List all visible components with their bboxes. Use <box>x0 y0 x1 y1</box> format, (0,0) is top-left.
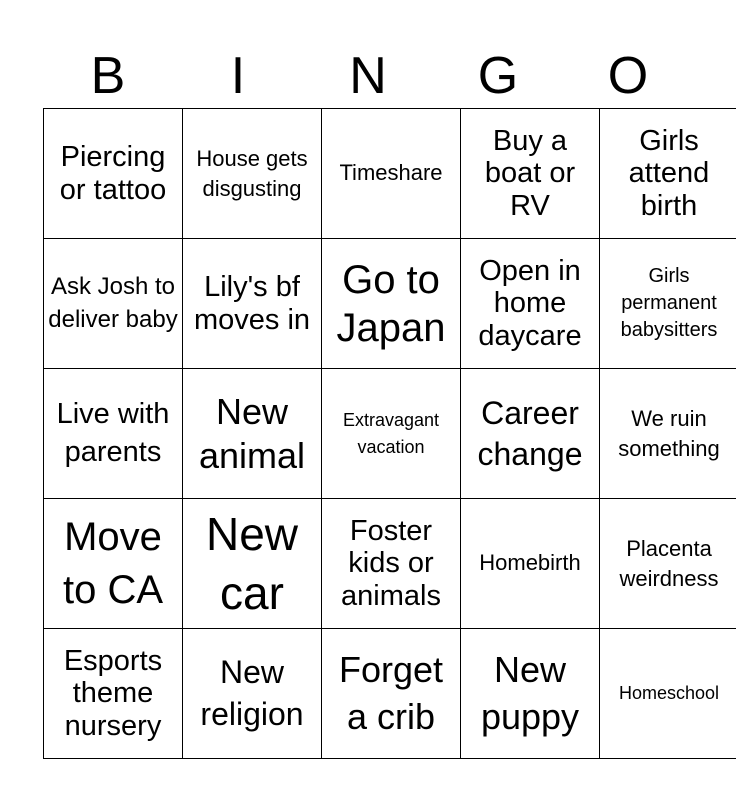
bingo-cell[interactable]: Piercing or tattoo <box>44 109 183 239</box>
bingo-cell[interactable]: Girls permanent babysitters <box>600 239 736 369</box>
bingo-cell[interactable]: New religion <box>183 629 322 759</box>
header-letter-o: O <box>607 47 649 105</box>
bingo-board <box>43 108 736 759</box>
bingo-cell[interactable]: Ask Josh to deliver baby <box>44 239 183 369</box>
bingo-cell[interactable]: Open in home daycare <box>461 239 600 369</box>
header-letter-n: N <box>349 47 387 105</box>
bingo-cell[interactable]: Extravagant vacation <box>322 369 461 499</box>
bingo-cell[interactable]: Homeschool <box>600 629 736 759</box>
bingo-cell[interactable]: New animal <box>183 369 322 499</box>
bingo-cell[interactable]: Go to Japan <box>322 239 461 369</box>
board-row <box>44 499 736 629</box>
bingo-cell[interactable]: New puppy <box>461 629 600 759</box>
bingo-cell[interactable]: Move to CA <box>44 499 183 629</box>
bingo-cell[interactable]: We ruin something <box>600 369 736 499</box>
header-letter-i: I <box>230 47 246 105</box>
bingo-cell[interactable]: Buy a boat or RV <box>461 109 600 239</box>
bingo-cell[interactable]: Timeshare <box>322 109 461 239</box>
bingo-header <box>43 44 693 108</box>
board-row <box>44 369 736 499</box>
bingo-cell[interactable]: New car <box>183 499 322 629</box>
header-letter-b: B <box>90 47 126 105</box>
board-row <box>44 239 736 369</box>
bingo-cell[interactable]: House gets disgusting <box>183 109 322 239</box>
bingo-cell[interactable]: Foster kids or animals <box>322 499 461 629</box>
header-letter-g: G <box>477 47 519 105</box>
bingo-cell[interactable]: Girls attend birth <box>600 109 736 239</box>
board-row <box>44 629 736 759</box>
bingo-cell[interactable]: Forget a crib <box>322 629 461 759</box>
bingo-cell[interactable]: Placenta weirdness <box>600 499 736 629</box>
bingo-cell[interactable]: Homebirth <box>461 499 600 629</box>
bingo-cell[interactable]: Esports theme nursery <box>44 629 183 759</box>
board-row <box>44 109 736 239</box>
bingo-cell[interactable]: Career change <box>461 369 600 499</box>
bingo-cell[interactable]: Lily's bf moves in <box>183 239 322 369</box>
bingo-cell[interactable]: Live with parents <box>44 369 183 499</box>
